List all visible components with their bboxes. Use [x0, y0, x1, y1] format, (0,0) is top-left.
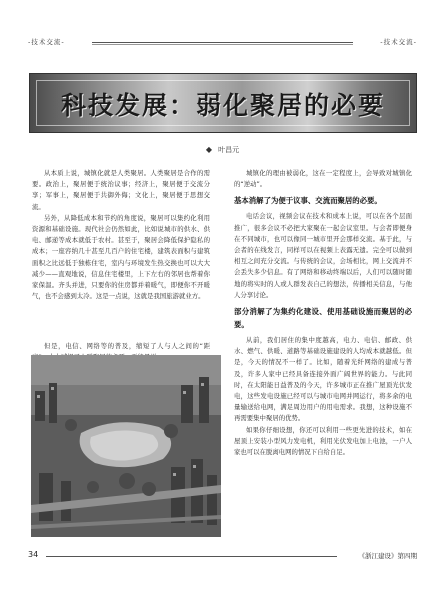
article-title: 科技发展：弱化聚居的必要 — [60, 91, 385, 120]
section-heading: 部分消解了为集约化建设、使用基础设施而聚居的必要。 — [234, 307, 412, 330]
aerial-city-photo — [31, 355, 221, 537]
body-paragraph: 城镇化的理由被弱化，这在一定程度上，会导致对城镇化的“逆动”。 — [234, 169, 412, 189]
diamond-icon: ◆ — [205, 145, 213, 154]
city-photo-image — [31, 355, 221, 537]
header-rule — [92, 42, 353, 45]
body-paragraph: 电话会议，视频会议在技术和成本上说，可以在各个层面推广，很多会议不必把大家聚在一起会议室里。与会者即便身在不同城市，也可以像同一城市里开会那样交流。基于此，与会者的在线发言，同样可以在视频上表露无遗。完全可以做到相互之间充分交流。与传统的会议，会场相比，网上交流并不会丢失多少信息。有了网络和移动终端以后，人们可以随时随地的将实时的人或人群发表自己的想法，传播相关信息，与他人分享讨论。 — [234, 212, 412, 299]
title-banner — [29, 73, 417, 133]
body-paragraph: 另外，从降低成本和节约的角度说，聚居可以集约化利用资源和基础设施。现代社会仍然如此，比如说城市的供水、供电、邮递等成本就低于农村。甚至于，聚居会降低保护隐私的成本；一座容纳几十甚至几百户的住宅楼，建筑表面积与建筑面积之比远低于独栋住宅，室内与环境发生热交换也可以大大减少——直观地说，信息住宅楼里，上下左右的邻居也帮着你家保温。齐头并进，只要你的住房都并着暖气，即便你不开暖气，也不会感到太冷。这是一点说，这就是我国旅游就业方。 — [32, 213, 210, 301]
page-footer — [28, 550, 417, 564]
section-heading: 基本消解了为便于议事、交流而聚居的必要。 — [234, 196, 382, 206]
section-tag-left: -技术交流- — [28, 38, 65, 46]
author-line — [0, 145, 445, 155]
footer-rule — [46, 556, 337, 557]
section-tag-right: -技术交流- — [380, 38, 417, 46]
author-name: 叶昌元 — [218, 146, 240, 154]
right-column — [234, 168, 412, 458]
body-paragraph: 如果你仔细设想，你还可以利用一些更先进的技术，如在屋顶上安装小型风力发电机，利用光伏发电加上电池，一户人家也可以在脱离电网的情况下自给自足。 — [234, 425, 412, 457]
body-paragraph: 从本质上说，城镇化就是人类聚居。人类聚居是合作的需要。政治上，聚居便于统治议事；经济上，聚居便于交流分享；军事上，聚居便于共御外侮；文化上，聚居便于思想交流。 — [32, 169, 210, 211]
page-header — [28, 36, 417, 50]
body-paragraph: 从前，我们居住的集中度越高，电力、电信、邮政、供水、燃气、供暖、道路等基础设施建设的人均成本就越低。但是，今天的情况不一样了。比如，随着光纤网络的建成与普及，许多人家中已经具备连接外面广阔世界的能力。与此同时，在太阳能日益普及的今天，许多城市正在推广屋顶光伏发电，这些发电设施已经可以与城市电网并网运行，将多余的电量输送给电网，满足周边用户的用电需求。我想，这种设施不再需要集中聚居的优势。 — [234, 336, 412, 423]
page-number: 34 — [28, 550, 39, 559]
body-paragraph: 但是，电信、网络等的普及，缩短了人与人之间的“距 — [44, 342, 210, 350]
journal-name: 《浙江建设》第四期 — [358, 552, 417, 560]
left-column — [32, 168, 210, 302]
